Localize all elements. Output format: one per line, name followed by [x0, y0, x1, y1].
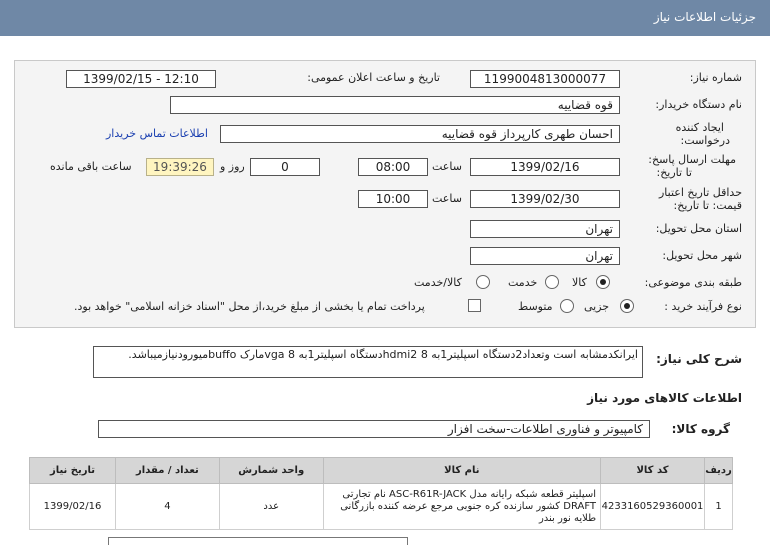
col-qty-header: تعداد / مقدار [115, 458, 219, 484]
city-label: شهر محل تحویل: [662, 249, 742, 262]
page-title: جزئیات اطلاعات نیاز [653, 10, 756, 24]
process-label: نوع فرآیند خرید : [664, 300, 742, 313]
days-remaining-field: 0 [250, 158, 320, 176]
page-header [0, 0, 770, 36]
process-radio-minor[interactable] [620, 299, 634, 313]
announce-label: تاریخ و ساعت اعلان عمومی: [307, 71, 440, 84]
deadline-date-field: 1399/02/16 [470, 158, 620, 176]
requester-field: احسان طهری کارپرداز قوه قضاییه [220, 125, 620, 143]
category-label: طبقه بندی موضوعی: [644, 276, 742, 289]
treasury-note: پرداخت تمام یا بخشی از مبلغ خرید،از محل "اسناد خزانه اسلامی" خواهد بود. [74, 300, 425, 313]
goods-group-field: کامپیوتر و فناوری اطلاعات-سخت افزار [98, 420, 650, 438]
goods-table [29, 457, 733, 530]
table-row [30, 484, 733, 530]
process-option-minor: جزیی [584, 300, 610, 313]
remaining-time-label: ساعت باقی مانده [50, 160, 132, 173]
row-index: 1 [705, 484, 733, 530]
process-radio-medium[interactable] [560, 299, 574, 313]
requester-label-line1: ایجاد کننده [675, 121, 724, 134]
row-date: 1399/02/16 [30, 484, 116, 530]
col-unit-header: واحد شمارش [219, 458, 323, 484]
category-option-goods-service: کالا/خدمت [414, 276, 462, 289]
deadline-time-label: ساعت [432, 160, 462, 173]
treasury-checkbox[interactable] [468, 299, 481, 312]
need-number-field: 1199004813000077 [470, 70, 620, 88]
validity-date-field: 1399/02/30 [470, 190, 620, 208]
requester-label-line2: درخواست: [680, 134, 730, 147]
summary-label: شرح کلی نیاز: [656, 352, 742, 366]
need-number-label: شماره نیاز: [689, 71, 742, 84]
deadline-label-line1: مهلت ارسال پاسخ: [648, 153, 736, 166]
deadline-label-line2: تا تاریخ: [656, 166, 692, 179]
goods-group-label: گروه کالا: [671, 422, 730, 436]
process-option-medium: متوسط [518, 300, 553, 313]
next-section-box [108, 537, 408, 545]
validity-label-line1: حداقل تاریخ اعتبار [658, 186, 742, 199]
province-label: استان محل تحویل: [655, 222, 742, 235]
buyer-contact-link[interactable]: اطلاعات تماس خریدار [106, 127, 208, 140]
remaining-time-field: 19:39:26 [146, 158, 214, 176]
validity-time-field: 10:00 [358, 190, 428, 208]
buyer-label: نام دستگاه خریدار: [655, 98, 742, 111]
col-index-header: ردیف [705, 458, 733, 484]
row-code: 4233160529360001 [601, 484, 705, 530]
row-qty: 4 [115, 484, 219, 530]
category-option-goods: کالا [572, 276, 587, 289]
row-unit: عدد [219, 484, 323, 530]
category-option-service: خدمت [508, 276, 538, 289]
category-radio-goods-service[interactable] [476, 275, 490, 289]
row-name: اسپلیتر قطعه شبکه رایانه مدل ASC-R61R-JACK نام تجارتی DRAFT کشور سازنده کره جنوبی مرجع عرضه کننده بازرگانی طلایه نور بندر [323, 484, 600, 530]
buyer-field: قوه قضاییه [170, 96, 620, 114]
col-code-header: کد کالا [601, 458, 705, 484]
col-date-header: تاریخ نیاز [30, 458, 116, 484]
province-field: تهران [470, 220, 620, 238]
goods-section-title: اطلاعات کالاهای مورد نیاز [587, 391, 742, 405]
validity-time-label: ساعت [432, 192, 462, 205]
summary-text: ایرانکدمشابه است وتعداد2دستگاه اسپلیتر1به 8 hdmi2دستگاه اسپلیتر1به 8 vgaمارک buffoمیورودنیازمیباشد. [93, 346, 643, 378]
category-radio-service[interactable] [545, 275, 559, 289]
city-field: تهران [470, 247, 620, 265]
announce-datetime-field: 1399/02/15 - 12:10 [66, 70, 216, 88]
goods-table-header [30, 458, 733, 484]
col-name-header: نام کالا [323, 458, 600, 484]
deadline-time-field: 08:00 [358, 158, 428, 176]
validity-label-line2: قیمت: تا تاریخ: [673, 199, 742, 212]
category-radio-goods[interactable] [596, 275, 610, 289]
days-label: روز و [220, 160, 245, 173]
